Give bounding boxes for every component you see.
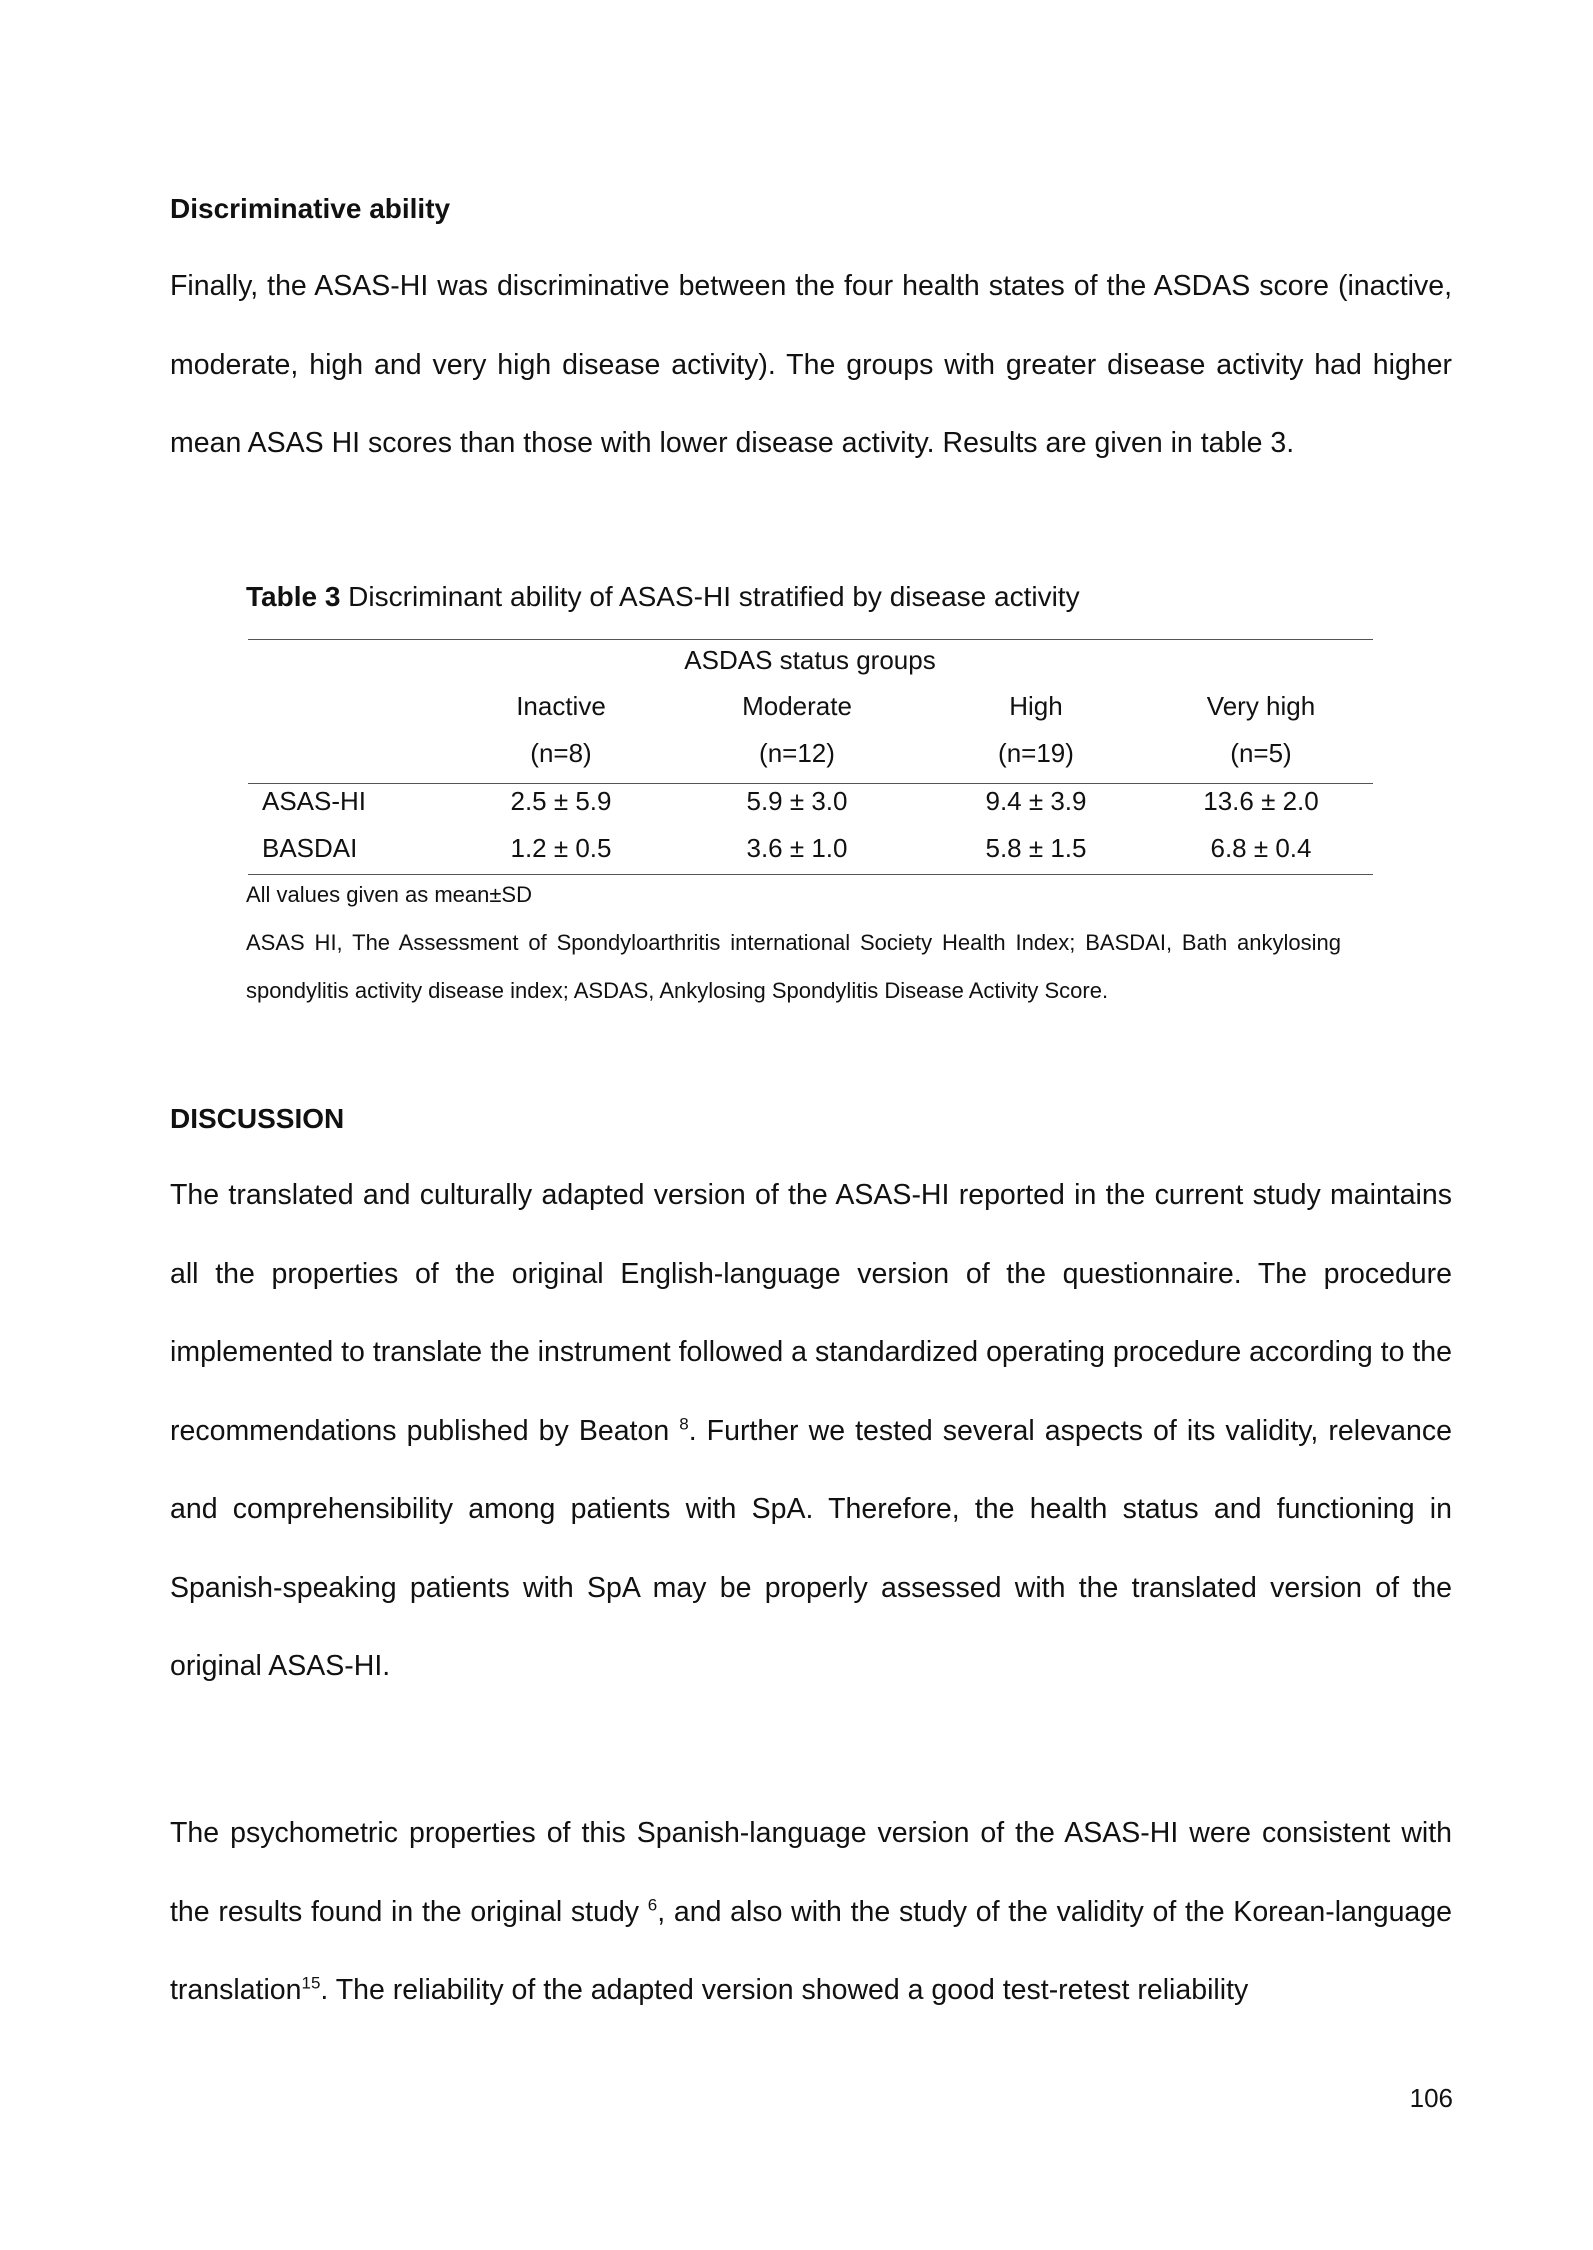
column-header-inactive: Inactive xyxy=(516,691,606,721)
column-n-moderate: (n=12) xyxy=(759,738,835,768)
discussion-paragraph-2 xyxy=(170,1794,1452,2030)
table-note-abbreviations: ASAS HI, The Assessment of Spondyloarthritis international Society Health Index; BASDAI, Bath ankylosing spondylitis activity disease index; ASDAS, Ankylosing Spondylitis Disease Activity Score. xyxy=(246,930,1341,1003)
discussion-paragraph-1 xyxy=(170,1156,1452,1706)
table-note-values: All values given as mean±SD xyxy=(246,882,532,907)
table-cell: 5.9 ± 3.0 xyxy=(746,786,848,816)
column-header-moderate: Moderate xyxy=(742,691,852,721)
table-cell: 6.8 ± 0.4 xyxy=(1210,833,1312,863)
column-header-high: High xyxy=(1009,691,1063,721)
discussion-p2-text-c: . The reliability of the adapted version showed a good test-retest reliability xyxy=(320,1974,1249,2006)
table-cell: 5.8 ± 1.5 xyxy=(985,833,1087,863)
table-group-header: ASDAS status groups xyxy=(684,645,936,675)
discussion-heading: DISCUSSION xyxy=(170,1103,345,1134)
column-header-very-high: Very high xyxy=(1206,691,1316,721)
row-label-basdai: BASDAI xyxy=(262,833,358,863)
table-header-rule xyxy=(248,783,1373,784)
discussion-p2-text-b: , and also with the study of the validity of the Korean-language translation xyxy=(170,1895,1452,2006)
paragraph-discriminative-ability: Finally, the ASAS-HI was discriminative between the four health states of the ASDAS score (inactive, moderate, high and very high disease activity). The groups with greater disease activity had higher mean ASAS HI scores than those with lower disease activity. Results are given in table 3. xyxy=(170,270,1452,459)
table-cell: 13.6 ± 2.0 xyxy=(1203,786,1319,816)
table-caption-text: Discriminant ability of ASAS-HI stratified by disease activity xyxy=(340,581,1080,612)
column-n-very-high: (n=5) xyxy=(1230,738,1292,768)
citation-ref-6: 6 xyxy=(647,1895,658,1914)
citation-ref-8: 8 xyxy=(679,1414,689,1433)
table-cell: 9.4 ± 3.9 xyxy=(985,786,1087,816)
row-label-asas-hi: ASAS-HI xyxy=(262,786,367,816)
table-cell: 2.5 ± 5.9 xyxy=(510,786,612,816)
column-n-inactive: (n=8) xyxy=(530,738,592,768)
table-caption-label: Table 3 xyxy=(246,581,341,612)
citation-ref-15: 15 xyxy=(301,1973,321,1993)
table-cell: 3.6 ± 1.0 xyxy=(746,833,848,863)
table-3 xyxy=(248,636,1373,872)
section-heading-discriminative-ability: Discriminative ability xyxy=(170,193,451,224)
table-caption xyxy=(246,580,1080,614)
table-cell: 1.2 ± 0.5 xyxy=(510,833,612,863)
table-top-rule xyxy=(248,639,1373,640)
page-number: 106 xyxy=(1409,2083,1453,2113)
discussion-p1-text-a: The translated and culturally adapted version of the ASAS-HI reported in the current study maintains all the properties of the original English-language version of the questionnaire. The procedure implemented to translate the instrument followed a standardized operating procedure according to the recommendations published by Beaton xyxy=(170,1179,1452,1447)
discussion-p1-text-b: . Further we tested several aspects of its validity, relevance and comprehensibility among patients with SpA. Therefore, the health status and functioning in Spanish-speaking patients with SpA may be properly assessed with the translated version of the original ASAS-HI. xyxy=(170,1414,1452,1682)
discussion-p2-text-a: The psychometric properties of this Spanish-language version of the ASAS-HI were consistent with the results found in the original study xyxy=(170,1817,1452,1928)
column-n-high: (n=19) xyxy=(998,738,1074,768)
